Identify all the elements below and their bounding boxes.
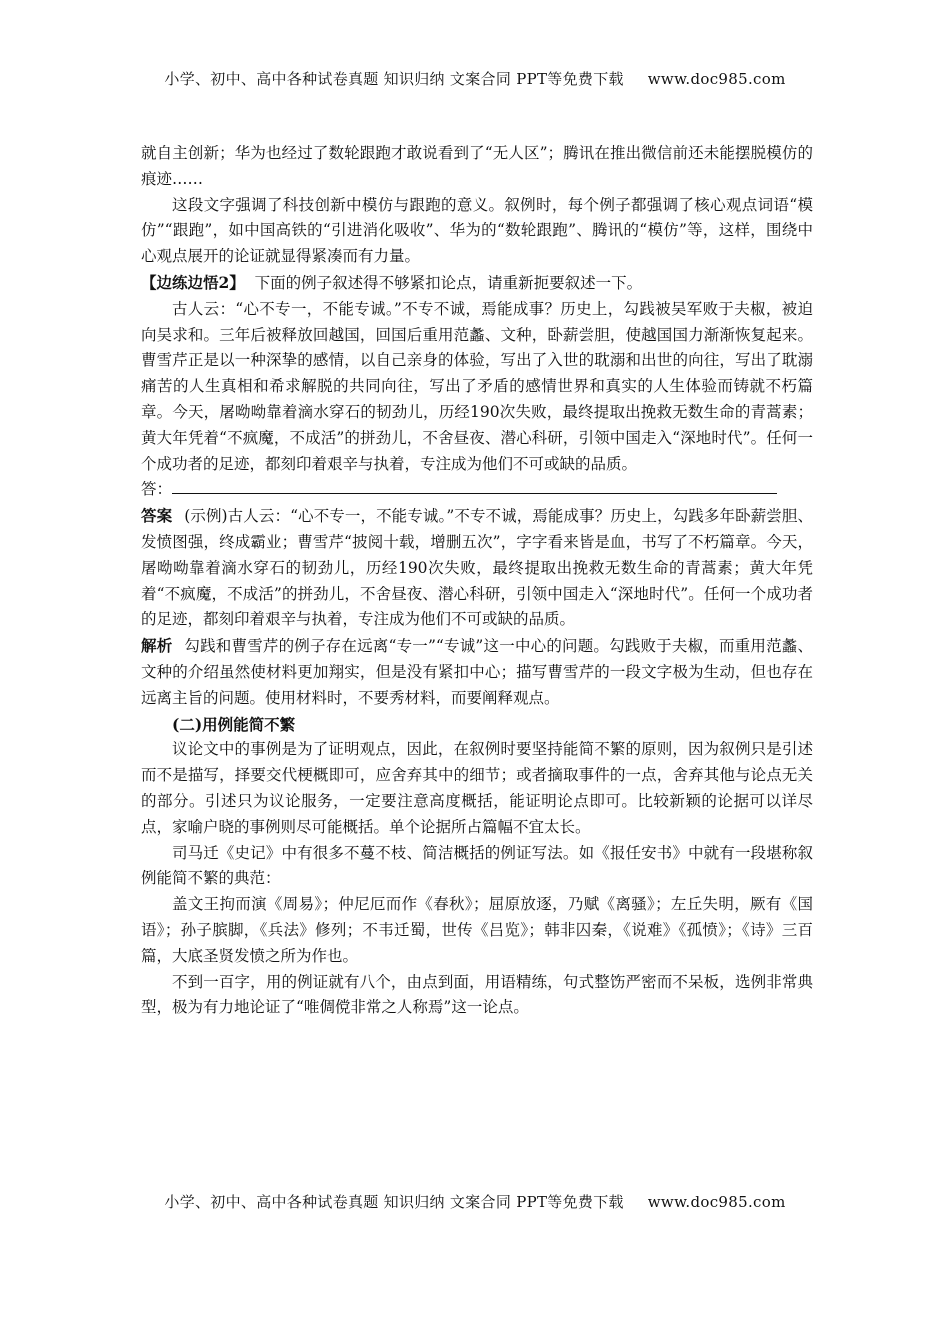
page-header bbox=[0, 68, 950, 89]
exercise-label: 【边练边悟2】 bbox=[141, 272, 245, 292]
paragraph-2: 这段文字强调了科技创新中模仿与跟跑的意义。叙例时，每个例子都强调了核心观点词语“模仿”“跟跑”，如中国高铁的“引进消化吸收”、华为的“数轮跟跑”、腾讯的“模仿”等，这样，围绕中心观点展开的论证就显得紧凑而有力量。 bbox=[141, 195, 813, 266]
answer-label: 答案 bbox=[141, 506, 173, 526]
answer-text: (示例)古人云：“心不专一，不能专诚。”不专不诚，焉能成事？历史上，勾践多年卧薪尝胆、发愤图强，终成霸业；曹雪芹“披阅十载，增删五次”，字字看来皆是血，书写了不朽篇章。今天，屠呦呦靠着滴水穿石的韧劲儿，历经190次失败，最终提取出挽救无数生命的青蒿素；黄大年凭着“不疯魔，不成活”的拼劲儿，不舍昼夜、潜心科研，引领中国走入“深地时代”。任何一个成功者的足迹，都刻印着艰辛与执着，专注成为他们不可或缺的品质。 bbox=[141, 507, 813, 629]
paragraph-1: 就自主创新；华为也经过了数轮跟跑才敢说看到了“无人区”；腾讯在推出微信前还未能摆脱模仿的痕迹…… bbox=[141, 144, 813, 188]
footer-url[interactable]: www.doc985.com bbox=[647, 1193, 786, 1211]
header-url[interactable]: www.doc985.com bbox=[647, 70, 786, 88]
answer-prompt: 答： bbox=[141, 480, 173, 499]
answer-line-row bbox=[141, 477, 813, 503]
exercise-passage: 古人云：“心不专一，不能专诚。”不专不诚，焉能成事？历史上，勾践被吴军败于夫椒，被迫向吴求和。三年后被释放回越国，回国后重用范蠡、文种，卧薪尝胆，使越国国力渐渐恢复起来。曹雪芹正是以一种深挚的感情，以自己亲身的体验，写出了入世的耽溺和出世的向往，写出了耽溺痛苦的人生真相和希求解脱的共同向往，写出了矛盾的感情世界和真实的人生体验而铸就不朽篇章。今天，屠呦呦靠着滴水穿石的韧劲儿，历经190次失败，最终提取出挽救无数生命的青蒿素；黄大年凭着“不疯魔，不成活”的拼劲儿，不舍昼夜、潜心科研，引领中国走入“深地时代”。任何一个成功者的足迹，都刻印着艰辛与执着，专注成为他们不可或缺的品质。 bbox=[141, 299, 813, 473]
section-subheading: (二)用例能简不繁 bbox=[172, 714, 296, 734]
paragraph-5: 司马迁《史记》中有很多不蔓不枝、简洁概括的例证写法。如《报任安书》中就有一段堪称叙例能简不繁的典范： bbox=[141, 843, 813, 888]
exercise-prompt bbox=[141, 270, 813, 297]
exercise-text: 下面的例子叙述得不够紧扣论点，请重新扼要叙述一下。 bbox=[254, 273, 643, 292]
document-body bbox=[141, 141, 813, 1021]
header-text: 小学、初中、高中各种试卷真题 知识归纳 文案合同 PPT等免费下载 bbox=[164, 70, 624, 88]
quote-paragraph: 盖文王拘而演《周易》；仲尼厄而作《春秋》；屈原放逐，乃赋《离骚》；左丘失明，厥有《国语》；孙子膑脚，《兵法》修列；不韦迁蜀，世传《吕览》；韩非囚秦，《说难》《孤愤》；《诗》三百篇，大底圣贤发愤之所为作也。 bbox=[141, 895, 813, 965]
footer-text: 小学、初中、高中各种试卷真题 知识归纳 文案合同 PPT等免费下载 bbox=[164, 1193, 624, 1211]
paragraph-4: 议论文中的事例是为了证明观点，因此，在叙例时要坚持能简不繁的原则，因为叙例只是引述而不是描写，择要交代梗概即可，应舍弃其中的细节；或者摘取事件的一点，舍弃其他与论点无关的部分。引述只为议论服务，一定要注意高度概括，能证明论点即可。比较新颖的论据可以详尽点，家喻户晓的事例则尽可能概括。单个论据所占篇幅不宜太长。 bbox=[141, 740, 813, 836]
answer-blank-line bbox=[172, 478, 777, 494]
answer-paragraph bbox=[141, 503, 813, 633]
paragraph-7: 不到一百字，用的例证就有八个，由点到面，用语精练，句式整饬严密而不呆板，选例非常典型，极为有力地论证了“唯倜傥非常之人称焉”这一论点。 bbox=[141, 972, 813, 1017]
analysis-label: 解析 bbox=[141, 636, 173, 656]
page-footer bbox=[0, 1191, 950, 1212]
analysis-text: 勾践和曹雪芹的例子存在远离“专一”“专诚”这一中心的问题。勾践败于夫椒，而重用范蠡、文种的介绍虽然使材料更加翔实，但是没有紧扣中心；描写曹雪芹的一段文字极为生动，但也存在远离主旨的问题。使用材料时，不要秀材料，而要阐释观点。 bbox=[141, 637, 813, 707]
analysis-paragraph bbox=[141, 633, 813, 711]
